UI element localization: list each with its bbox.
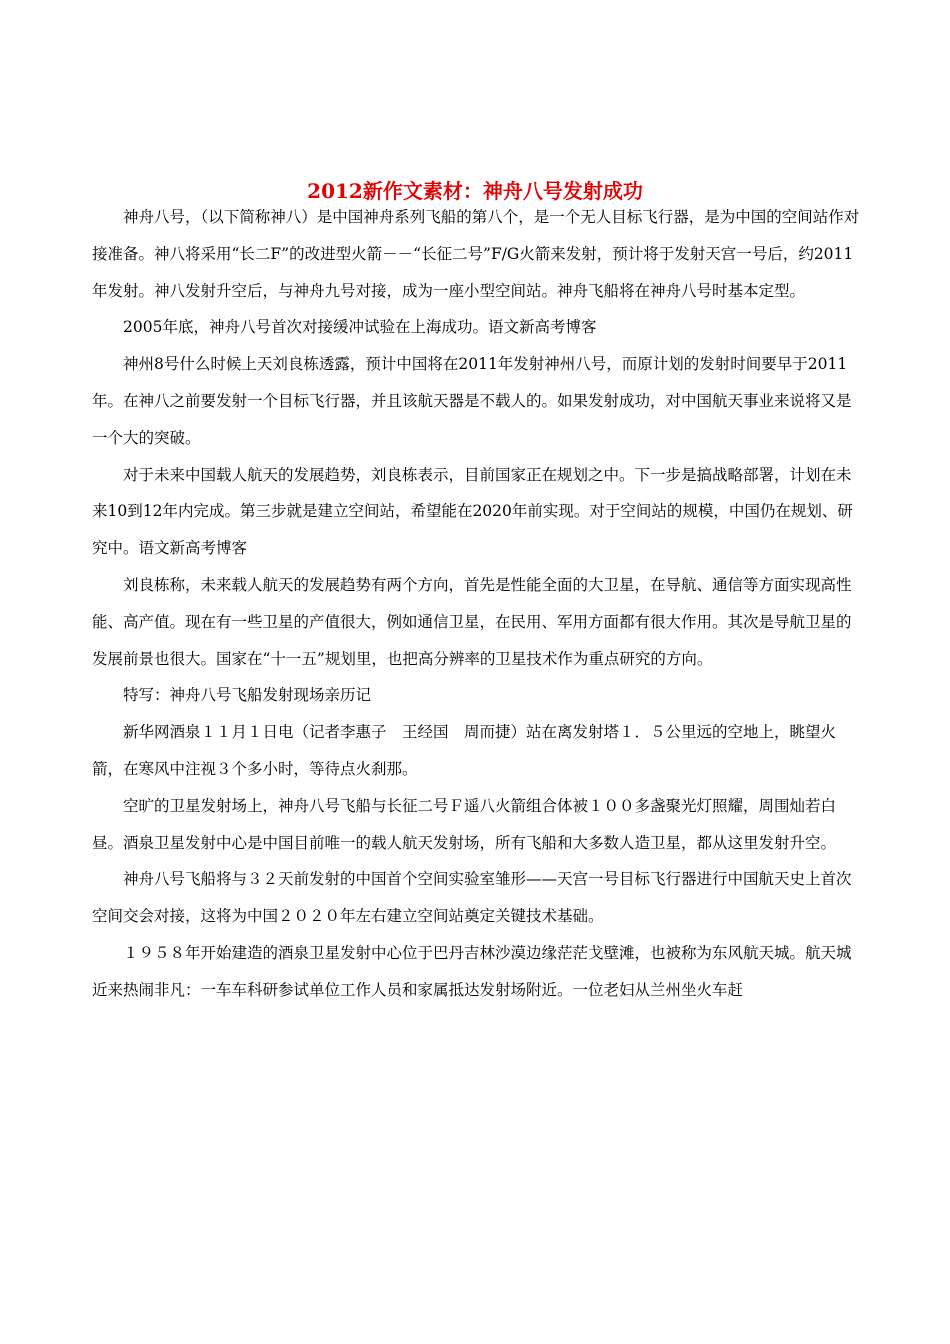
paragraph-3: 神州8号什么时候上天刘良栋透露，预计中国将在2011年发射神州八号，而原计划的发射时间要早于2011年。在神八之前要发射一个目标飞行器，并且该航天器是不载人的。如果发射成功，对中国航天事业来说将又是一个大的突破。 <box>92 355 852 447</box>
paragraph-1: 神舟八号，（以下简称神八）是中国神舟系列飞船的第八个，是一个无人目标飞行器，是为中国的空间站作对接准备。神八将采用“长二F”的改进型火箭－－“长征二号”F/G火箭来发射，预计将于发射天宫一号后，约2011年发射。神八发射升空后，与神舟九号对接，成为一座小型空间站。神舟飞船将在神舟八号时基本定型。 <box>92 208 860 300</box>
paragraph-8: 空旷的卫星发射场上，神舟八号飞船与长征二号Ｆ遥八火箭组合体被１００多盏聚光灯照耀，周围灿若白昼。酒泉卫星发射中心是中国目前唯一的载人航天发射场，所有飞船和大多数人造卫星，都从这里发射升空。 <box>92 796 837 852</box>
paragraph-4: 对于未来中国载人航天的发展趋势，刘良栋表示，目前国家正在规划之中。下一步是搞战略部署，计划在未来10到12年内完成。第三步就是建立空间站，希望能在2020年前实现。对于空间站的规模，中国仍在规划、研究中。语文新高考博客 <box>92 465 853 558</box>
paragraph-9: 神舟八号飞船将与３２天前发射的中国首个空间实验室雏形——天宫一号目标飞行器进行中国航天史上首次空间交会对接，这将为中国２０２０年左右建立空间站奠定关键技术基础。 <box>92 870 852 926</box>
paragraph-10: １９５８年开始建造的酒泉卫星发射中心位于巴丹吉林沙漠边缘茫茫戈壁滩，也被称为东风航天城。航天城近来热闹非凡：一车车科研参试单位工作人员和家属抵达发射场附近。一位老妇从兰州坐火车赶 <box>92 943 852 999</box>
paragraph-7: 新华网酒泉１１月１日电（记者李惠子 王经国 周而捷）站在离发射塔１．５公里远的空地上，眺望火箭，在寒风中注视３个多小时，等待点火刹那。 <box>92 723 837 778</box>
document-title: 2012新作文素材：神舟八号发射成功 <box>307 179 643 203</box>
paragraph-6-subheading: 特写：神舟八号飞船发射现场亲历记 <box>123 686 372 705</box>
paragraph-2: 2005年底，神舟八号首次对接缓冲试验在上海成功。语文新高考博客 <box>123 318 597 337</box>
document-body <box>92 199 860 1009</box>
paragraph-5: 刘良栋称，未来载人航天的发展趋势有两个方向，首先是性能全面的大卫星，在导航、通信等方面实现高性能、高产值。现在有一些卫星的产值很大，例如通信卫星，在民用、军用方面都有很大作用。其次是导航卫星的发展前景也很大。国家在“十一五”规划里，也把高分辨率的卫星技术作为重点研究的方向。 <box>92 575 852 668</box>
